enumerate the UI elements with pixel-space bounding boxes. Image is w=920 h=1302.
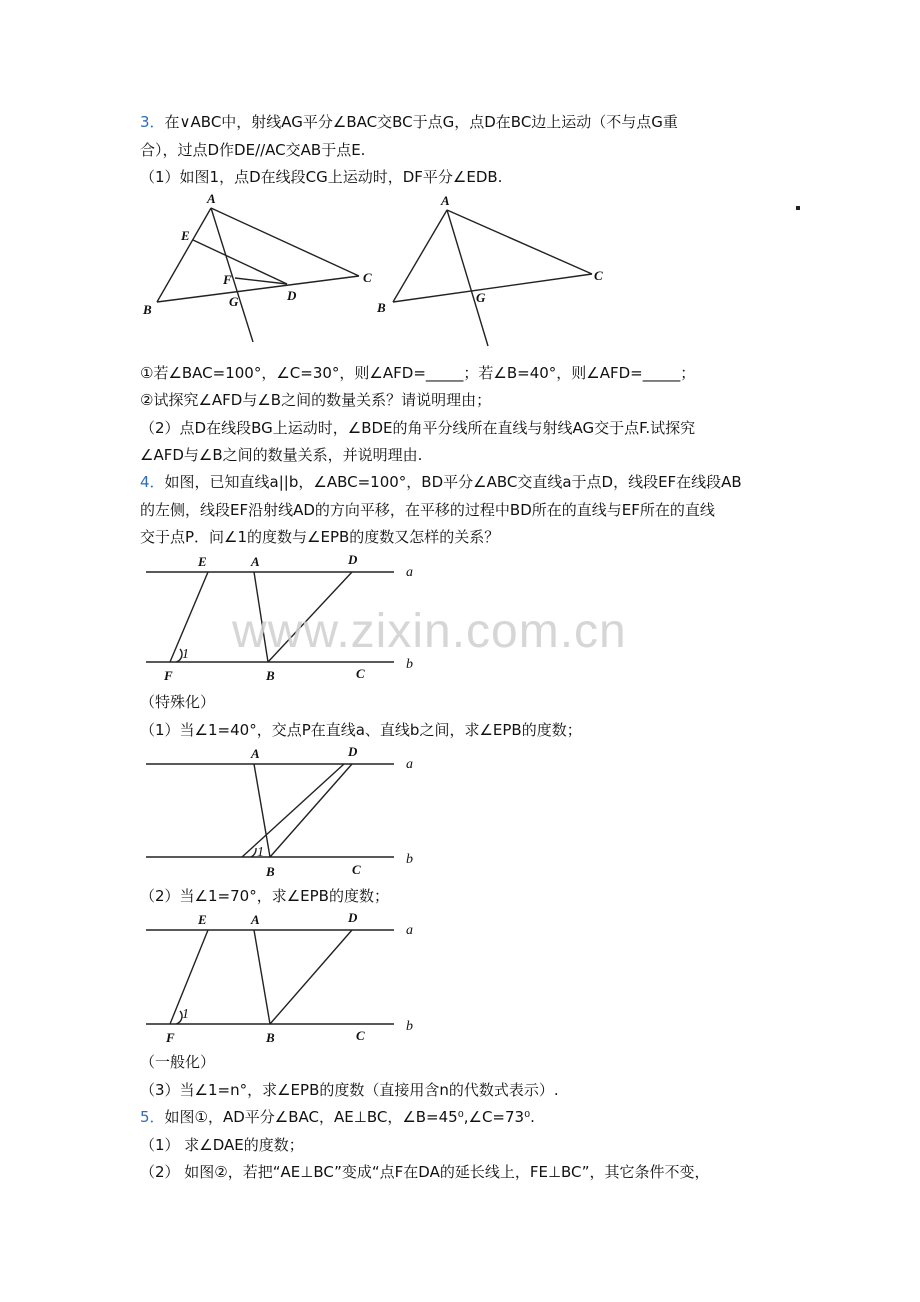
figC-label-1: 1 [182,1007,189,1022]
fig1-label-G: G [229,294,239,309]
q4-text1: 如图，已知直线a||b，∠ABC=100°，BD平分∠ABC交直线a于点D，线段EF在线段AB [164,473,742,491]
q4-figure-case1 [138,742,428,882]
figA-label-E: E [198,554,207,569]
fig1-label-F: F [223,272,232,287]
q4-case1: （1）当∠1=40°，交点P在直线a、直线b之间，求∠EPB的度数； [140,721,582,739]
figA-label-a: a [406,565,413,580]
figB-label-D: D [348,744,358,759]
figB-label-C: C [352,862,361,877]
q3-part2b: ∠AFD与∠B之间的数量关系，并说明理由. [140,446,423,464]
figC-label-A: A [251,912,260,927]
figA-label-A: A [251,554,260,569]
q5-text1: 如图①，AD平分∠BAC，AE⊥BC，∠B=45⁰,∠C=73⁰. [164,1108,535,1126]
figB-label-A: A [251,746,260,761]
q5-line1 [140,1107,535,1127]
q4-line2: 的左侧，线段EF沿射线AD的方向平移，在平移的过程中BD所在的直线与EF所在的直线 [140,501,715,519]
q4-general: （一般化） [140,1053,216,1071]
q3-sub1: ①若∠BAC=100°，∠C=30°，则∠AFD=_____；若∠B=40°，则∠AFD=_____； [140,364,696,382]
figA-label-b: b [406,657,413,672]
figC-label-E: E [198,912,207,927]
q3-number: 3． [140,113,165,131]
corner-mark [796,206,800,210]
q3-figure-1 [135,190,375,350]
watermark: www.zixin.com.cn [232,605,627,658]
figC-label-b: b [406,1019,413,1034]
fig2-label-B: B [377,300,386,315]
figA-label-C: C [356,666,365,681]
figA-label-B: B [266,668,275,683]
q3-line2: 合），过点D作DE//AC交AB于点E. [140,141,366,159]
fig1-label-C: C [363,270,372,285]
fig1-label-B: B [143,302,152,317]
fig2-label-G: G [476,290,486,305]
figB-label-1: 1 [257,845,264,860]
fig2-label-A: A [441,193,450,208]
figC-label-D: D [348,910,358,925]
q3-line1 [140,112,678,132]
fig1-label-E: E [181,228,190,243]
figC-label-F: F [166,1030,175,1045]
q3-text1: 在∨ABC中，射线AG平分∠BAC交BC于点G，点D在BC边上运动（不与点G重 [164,113,678,131]
fig2-label-C: C [594,268,603,283]
q5-part2: （2） 如图②，若把“AE⊥BC”变成“点F在DA的延长线上，FE⊥BC”，其它条件不变， [140,1163,710,1181]
fig1-label-A: A [207,191,216,206]
q4-case3: （3）当∠1=n°，求∠EPB的度数（直接用含n的代数式表示）. [140,1081,559,1099]
q4-line1 [140,472,742,492]
figA-label-D: D [348,552,358,567]
figB-label-B: B [266,864,275,879]
q4-special: （特殊化） [140,693,216,711]
q4-figure-case2 [138,906,428,1046]
q5-part1: （1） 求∠DAE的度数； [140,1136,304,1154]
q3-part1: （1）如图1，点D在线段CG上运动时，DF平分∠EDB. [140,168,503,186]
q4-line3: 交于点P．问∠1的度数与∠EPB的度数又怎样的关系？ [140,528,500,546]
q4-number: 4． [140,473,165,491]
figA-label-1: 1 [182,647,189,662]
q3-part2a: （2）点D在线段BG上运动时，∠BDE的角平分线所在直线与射线AG交于点F.试探究 [140,419,696,437]
figC-label-B: B [266,1030,275,1045]
figC-label-a: a [406,923,413,938]
q3-sub2: ②试探究∠AFD与∠B之间的数量关系？请说明理由； [140,391,492,409]
figB-label-b: b [406,852,413,867]
q4-case2: （2）当∠1=70°，求∠EPB的度数； [140,887,389,905]
figC-label-C: C [356,1028,365,1043]
figA-label-F: F [164,668,173,683]
q3-figure-2 [370,190,620,350]
fig1-label-D: D [287,288,297,303]
figB-label-a: a [406,757,413,772]
q5-number: 5． [140,1108,165,1126]
